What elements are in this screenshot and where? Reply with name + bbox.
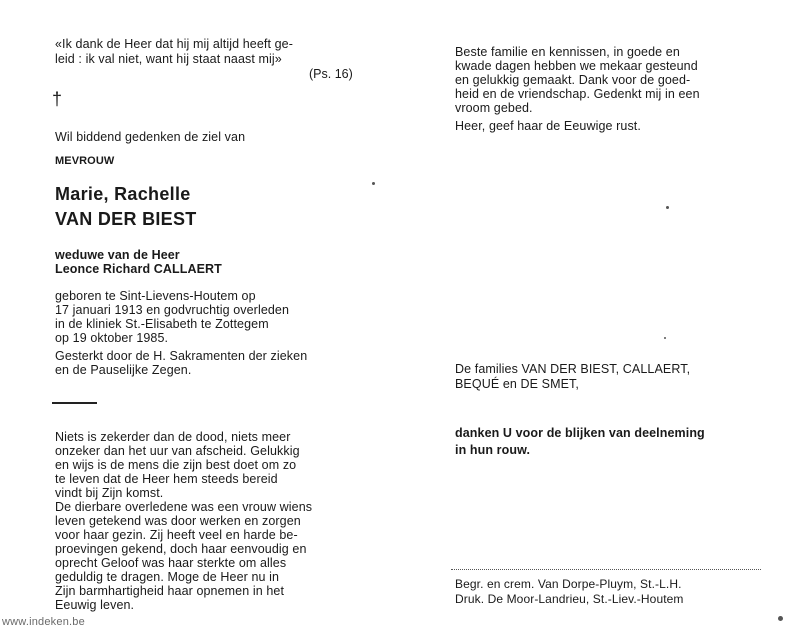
meditation-line: voor haar gezin. Zij heeft veel en harde be- [55, 528, 298, 542]
deceased-first-names: Marie, Rachelle [55, 184, 191, 204]
meditation-line: vindt bij Zijn komst. [55, 486, 164, 500]
print-speck [778, 616, 783, 621]
thanks-line-2: in hun rouw. [455, 443, 531, 457]
widow-line-1: weduwe van de Heer [55, 248, 180, 262]
birth-line: geboren te Sint-Lievens-Houtem op [55, 289, 256, 303]
farewell-line: vroom gebed. [455, 101, 533, 115]
meditation-line: leven getekend was door werken en zorgen [55, 514, 301, 528]
section-divider [52, 402, 97, 404]
prayer-line: Heer, geef haar de Eeuwige rust. [455, 119, 641, 133]
farewell-line: kwade dagen hebben we mekaar gesteund [455, 59, 698, 73]
families-line-2: BEQUÉ en DE SMET, [455, 377, 579, 391]
widow-line-2: Leonce Richard CALLAERT [55, 262, 222, 276]
farewell-line: en gelukkig gemaakt. Dank voor de goed- [455, 73, 691, 87]
quote-reference: (Ps. 16) [309, 67, 353, 81]
families-line-1: De families VAN DER BIEST, CALLAERT, [455, 362, 691, 376]
farewell-line: Beste familie en kennissen, in goede en [455, 45, 680, 59]
intro-text: Wil biddend gedenken de ziel van [55, 130, 246, 144]
quote-line-1: «Ik dank de Heer dat hij mij altijd heeft ge- [55, 37, 293, 51]
sacraments-line: en de Pauselijke Zegen. [55, 363, 192, 377]
salutation: MEVROUW [55, 155, 115, 167]
quote-line-2: leid : ik val niet, want hij staat naast mij» [55, 52, 282, 66]
right-panel [400, 0, 800, 635]
printer-line-1: Begr. en crem. Van Dorpe-Pluym, St.-L.H. [455, 577, 682, 591]
meditation-line: te leven dat de Heer hem steeds bereid [55, 472, 278, 486]
meditation-line: Eeuwig leven. [55, 598, 135, 612]
printer-line-2: Druk. De Moor-Landrieu, St.-Liev.-Houtem [455, 592, 684, 606]
birth-line: in de kliniek St.-Elisabeth te Zottegem [55, 317, 269, 331]
meditation-line: onzeker dan het uur van afscheid. Gelukkig [55, 444, 300, 458]
farewell-line: heid en de vriendschap. Gedenkt mij in een [455, 87, 700, 101]
meditation-line: geduldig te dragen. Moge de Heer nu in [55, 570, 280, 584]
meditation-line: oprecht Geloof was haar sterkte om alles [55, 556, 287, 570]
cross-icon: † [52, 89, 63, 109]
meditation-line: proevingen gekend, doch haar eenvoudig en [55, 542, 307, 556]
watermark: www.indeken.be [2, 616, 85, 628]
deceased-surname: VAN DER BIEST [55, 209, 197, 229]
meditation-line: en wijs is de mens die zijn best doet om zo [55, 458, 297, 472]
print-speck [664, 337, 666, 339]
thanks-line-1: danken U voor de blijken van deelneming [455, 426, 705, 440]
meditation-line: De dierbare overledene was een vrouw wiens [55, 500, 313, 514]
birth-line: op 19 oktober 1985. [55, 331, 169, 345]
print-speck [372, 182, 375, 185]
meditation-line: Zijn barmhartigheid haar opnemen in het [55, 584, 285, 598]
dotted-rule [451, 569, 761, 570]
print-speck [666, 206, 669, 209]
sacraments-line: Gesterkt door de H. Sakramenten der zieken [55, 349, 308, 363]
meditation-line: Niets is zekerder dan de dood, niets meer [55, 430, 291, 444]
birth-line: 17 januari 1913 en godvruchtig overleden [55, 303, 290, 317]
